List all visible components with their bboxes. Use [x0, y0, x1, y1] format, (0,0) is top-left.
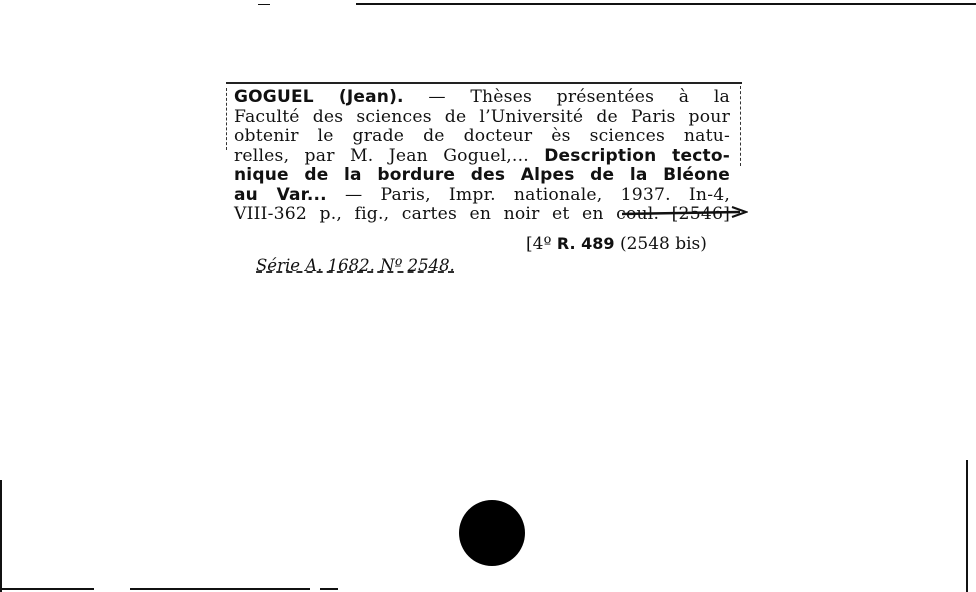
entry-line-4	[234, 147, 730, 167]
top-edge-rule	[356, 3, 976, 5]
shelfmark	[526, 234, 707, 254]
imprint: — Paris, Impr. nationale, 1937. In-4,	[344, 184, 730, 205]
right-edge-rule	[966, 460, 968, 592]
entry-line-4-plain: relles, par M. Jean Goguel,...	[234, 145, 529, 166]
card-left-border	[226, 88, 228, 150]
entry-line-1-rest: — Thèses présentées à la	[428, 87, 730, 107]
catalogue-entry	[234, 88, 730, 225]
author-heading: GOGUEL (Jean).	[234, 87, 404, 107]
handwritten-arrow-mark	[620, 206, 748, 220]
shelfmark-alt: (2548 bis)	[619, 234, 707, 254]
title-part-1: Description tecto-	[544, 145, 730, 166]
card-top-border	[226, 82, 742, 84]
series-note: Série A. 1682. Nº 2548.	[256, 256, 455, 275]
left-edge-rule	[0, 480, 2, 592]
collation: VIII-362 p., fig., cartes en noir et en coul. [2546]	[234, 204, 730, 224]
shelfmark-number: R. 489	[556, 234, 615, 253]
shelfmark-open: [4º	[526, 234, 552, 254]
bottom-edge-rule-2	[130, 588, 310, 590]
entry-line-6	[234, 186, 730, 206]
punch-hole-dot	[459, 500, 525, 566]
card-right-border	[740, 86, 742, 166]
bottom-edge-rule-3	[320, 588, 338, 590]
bottom-edge-rule-1	[0, 588, 94, 590]
title-part-3: au Var...	[234, 184, 327, 205]
entry-line-2: Faculté des sciences de l’Université de Paris pour	[234, 106, 730, 127]
top-edge-tick	[258, 4, 270, 5]
entry-line-3: obtenir le grade de docteur ès sciences natu-	[234, 126, 730, 146]
entry-line-1	[234, 88, 730, 108]
title-part-2: nique de la bordure des Alpes de la Bléone	[234, 165, 730, 185]
